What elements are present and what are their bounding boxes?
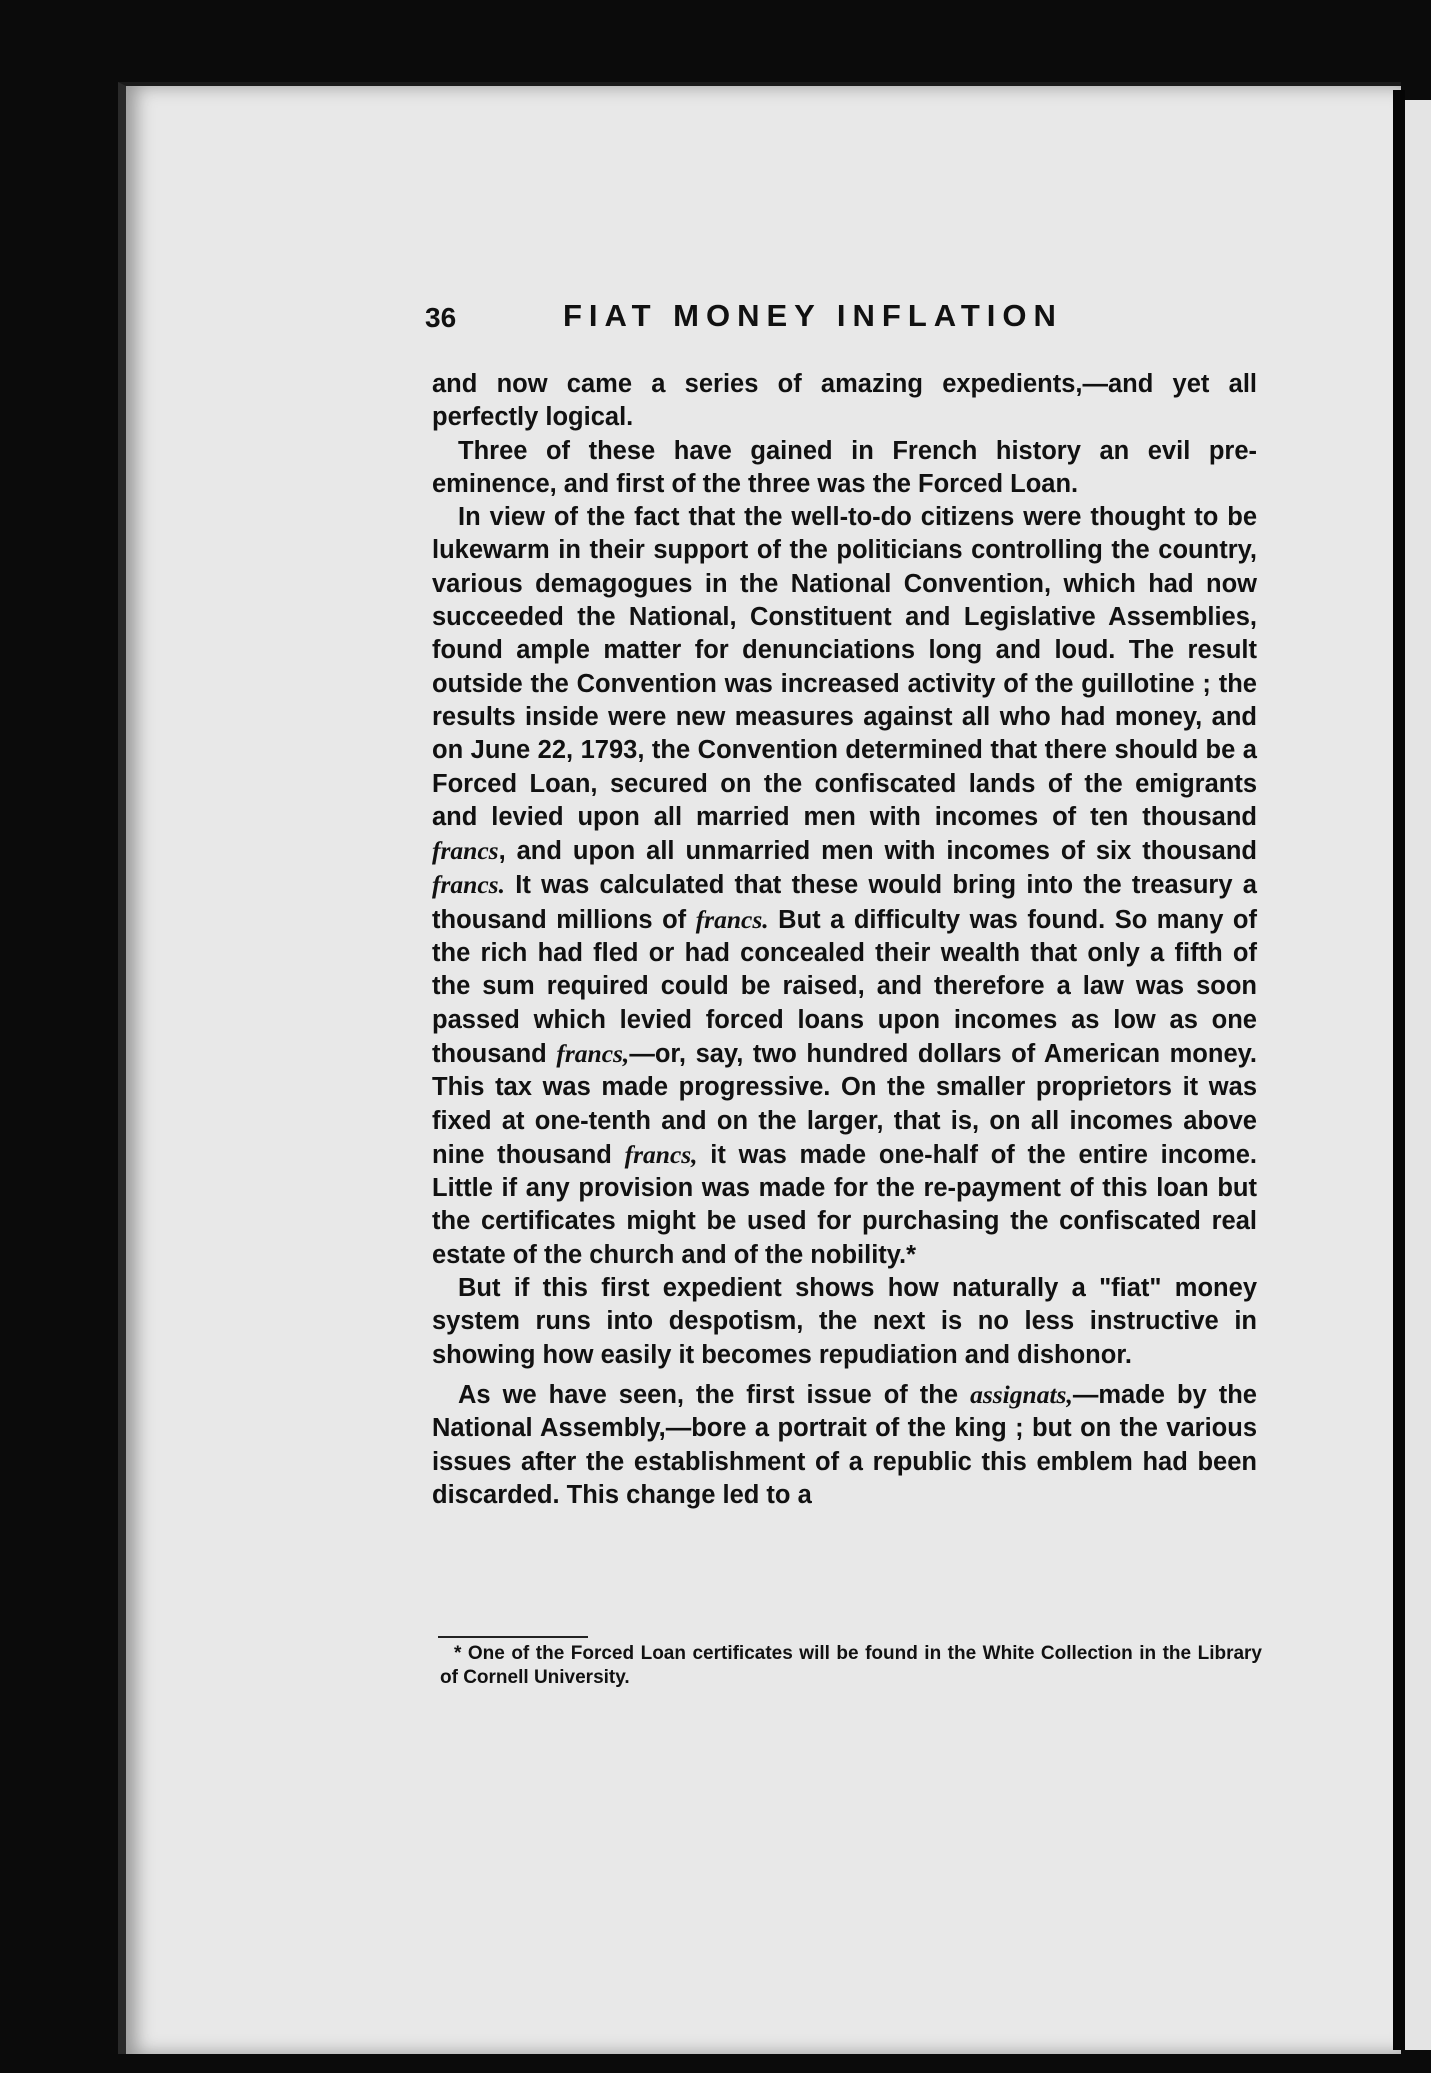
paragraph-4: But if this first expedient shows how naturally a "fiat" money system runs into despotism, the next is no less instructive in showing how easily it becomes repudiation and dishonor.	[432, 1274, 1257, 1369]
italic-word-francs-2: francs.	[432, 870, 505, 900]
paragraph-5-text-2: —made by the National Assembly,—bore a portrait of the king ; but on the various issues after the establishment of a republic this emblem had been discarded. This change led to a	[432, 1380, 1257, 1509]
paragraph-5	[432, 1378, 1257, 1512]
page-number: 36	[425, 302, 457, 333]
footnote: * One of the Forced Loan certificates will be found in the White Collection in the Library of Cornell University.	[440, 1643, 1262, 1688]
paragraph-3-text-6: it was made one-half of the entire income. Little if any provision was made for the re-payment of this loan but the certificates might be used for purchasing the confiscated real estate of the church and of the nobility.*	[432, 1140, 1257, 1269]
italic-word-francs-4: francs,	[556, 1038, 630, 1068]
paragraph-3-text-1: In view of the fact that the well-to-do citizens were thought to be lukewarm in their support of the politicians controlling the country, various demagogues in the National Convention, which had now succeeded the National, Constituent and Legislative Assemblies, found ample matter for denunciations long and loud. The result outside the Convention was increased activity of the guillotine ; the results inside were new measures against all who had money, and on June 22, 1793, the Convention determined that there should be a Forced Loan, secured on the confiscated lands of the emigrants and levied upon all married men with incomes of ten thousand	[432, 503, 1257, 831]
paragraph-3-text-5: —or, say, two hundred dollars of American money. This tax was made progressive. On the smaller proprietors it was fixed at one-tenth and on the larger, that is, on all incomes above nine thousand	[432, 1039, 1258, 1169]
paragraph-2: Three of these have gained in French history an evil pre-eminence, and first of the three was the Forced Loan.	[432, 436, 1257, 498]
italic-word-francs-1: francs	[432, 836, 499, 866]
italic-word-assignats: assignats,	[970, 1379, 1073, 1409]
body-text	[432, 368, 1257, 1512]
paragraph-5-text-1: As we have seen, the first issue of the	[458, 1380, 959, 1409]
page-header	[425, 298, 1105, 342]
paragraph-3	[432, 501, 1257, 1272]
book-spine-shadow	[1393, 90, 1405, 2050]
footnote-divider	[438, 1636, 588, 1638]
paragraph-3-text-4: But a difficulty was found. So many of the rich had fled or had concealed their wealth that only a fifth of the sum required could be raised, and therefore a law was soon passed which levied forced loans upon incomes as low as one thousand	[432, 905, 1257, 1068]
italic-word-francs-3: francs.	[695, 904, 769, 934]
paragraph-1: and now came a series of amazing expedients,—and yet all perfectly logical.	[432, 370, 1257, 432]
paragraph-3-text-3: It was calculated that these would bring into the treasury a thousand millions of	[432, 871, 1257, 934]
italic-word-francs-5: francs,	[624, 1139, 698, 1169]
next-page-edge	[1405, 100, 1431, 2050]
paragraph-3-text-2: , and upon all unmarried men with incomes of six thousand	[498, 837, 1257, 866]
running-head: FIAT MONEY INFLATION	[563, 298, 1063, 333]
